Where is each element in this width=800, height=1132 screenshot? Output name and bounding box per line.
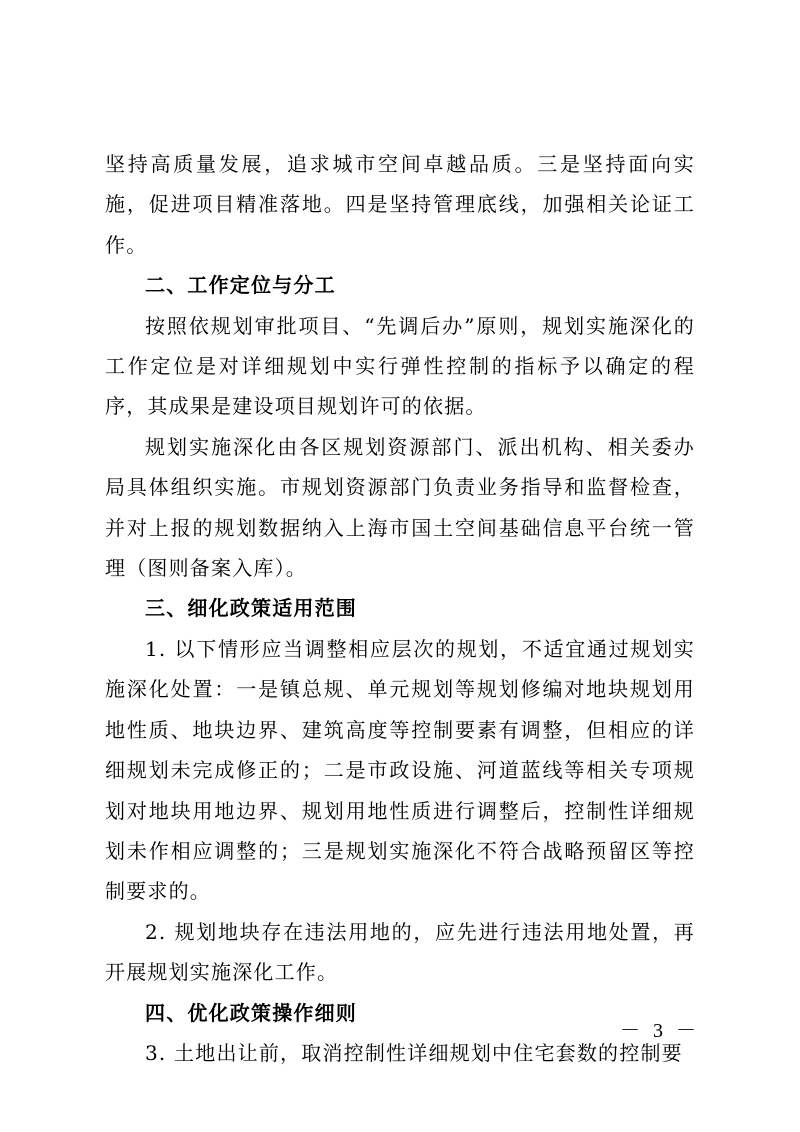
body-paragraph-organization: 规划实施深化由各区规划资源部门、派出机构、相关委办局具体组织实施。市规划资源部门负责业务指导和监督检查，并对上报的规划数据纳入上海市国土空间基础信息平台统一管理（图则备案入库）。 [105,434,695,581]
page-number: － 3 － [620,1020,700,1042]
section-heading-3: 三、细化政策适用范围 [145,596,357,621]
body-paragraph-item-3: 3. 土地出让前，取消控制性详细规划中住宅套数的控制要 [145,1040,683,1065]
document-body [105,144,695,1073]
body-paragraph-item-1: 1. 以下情形应当调整相应层次的规划，不适宜通过规划实施深化处置：一是镇总规、单元规划等规划修编对地块规划用地性质、地块边界、建筑高度等控制要素有调整，但相应的详细规划未完成修正的；二是市政设施、河道蓝线等相关专项规划对地块用地边界、规划用地性质进行调整后，控制性详细规划未作相应调整的；三是规划实施深化不符合战略预留区等控制要求的。 [105,636,695,904]
section-heading-2: 二、工作定位与分工 [145,273,336,298]
section-heading-4: 四、优化政策操作细则 [145,1000,357,1025]
body-paragraph-item-2: 2. 规划地块存在违法用地的，应先进行违法用地处置，再开展规划实施深化工作。 [105,919,695,985]
body-paragraph-continued: 坚持高质量发展，追求城市空间卓越品质。三是坚持面向实施，促进项目精准落地。四是坚持管理底线，加强相关论证工作。 [105,152,695,257]
body-paragraph-positioning: 按照依规划审批项目、“先调后办”原则，规划实施深化的工作定位是对详细规划中实行弹性控制的指标予以确定的程序，其成果是建设项目规划许可的依据。 [105,313,695,419]
